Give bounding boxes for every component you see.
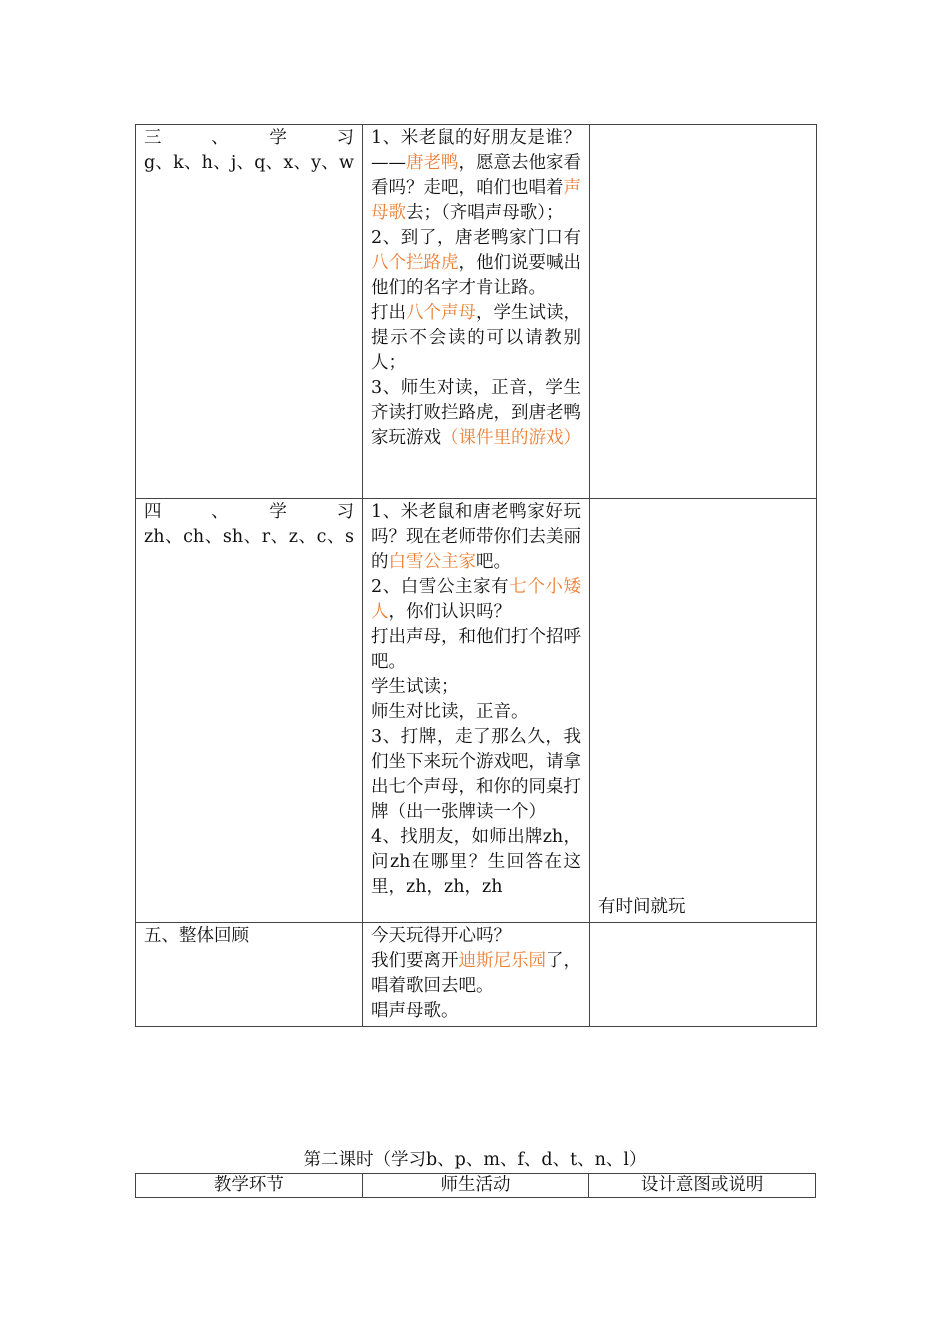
highlight-text: 唐老鸭: [406, 153, 459, 173]
step-cell: 五、整体回顾: [136, 923, 363, 1027]
step-cell: [136, 125, 363, 499]
highlight-text: 白雪公主家: [388, 552, 476, 572]
table-row-step-5: [136, 923, 817, 1027]
column-header: 设计意图或说明: [589, 1174, 816, 1198]
column-header: 师生活动: [362, 1174, 589, 1198]
step-label: 四 、 学 习: [144, 502, 354, 522]
table-row-step-4: [136, 499, 817, 923]
activity-paragraph: 2、到了，唐老鸭家门口有八个拦路虎，他们说要喊出他们的名字才肯让路。: [371, 228, 581, 298]
activity-cell: [363, 125, 590, 499]
note-cell: 有时间就玩: [590, 499, 817, 923]
highlight-text: 八个声母: [406, 303, 476, 323]
note-cell: [590, 125, 817, 499]
activity-paragraph: 3、打牌，走了那么久，我们坐下来玩个游戏吧，请拿出七个声母，和你的同桌打牌（出一张牌读一个）: [371, 727, 581, 822]
table-header-row: [136, 1174, 816, 1198]
table-row-step-3: [136, 125, 817, 499]
highlight-text: 八个拦路虎: [371, 253, 459, 273]
section-title: 第二课时（学习b、p、m、f、d、t、n、l）: [303, 1150, 647, 1170]
step-cell: [136, 499, 363, 923]
activity-paragraph: 4、找朋友，如师出牌zh，问zh在哪里？生回答在这里，zh，zh，zh: [371, 827, 581, 897]
lesson-plan-table: [135, 124, 817, 1027]
activity-paragraph: 我们要离开迪斯尼乐园了，唱着歌回去吧。: [371, 951, 581, 996]
note-cell: [590, 923, 817, 1027]
highlight-text: 迪斯尼乐园: [458, 951, 546, 971]
activity-cell: [363, 499, 590, 923]
column-header: 教学环节: [136, 1174, 363, 1198]
activity-paragraph: 打出声母，和他们打个招呼吧。: [371, 627, 581, 672]
activity-paragraph: 今天玩得开心吗？: [371, 926, 511, 946]
activity-paragraph: 学生试读；: [371, 677, 459, 697]
activity-paragraph: 打出八个声母，学生试读，提示不会读的可以请教别人；: [371, 303, 581, 373]
step-topic: g、k、h、j、q、x、y、w: [144, 153, 354, 173]
highlight-text: 七个小矮人: [371, 577, 581, 622]
step-label: 三 、 学 习: [144, 128, 354, 148]
step-topic: zh、ch、sh、r、z、c、s: [144, 527, 354, 547]
highlight-text: （课件里的游戏）: [441, 428, 581, 448]
highlight-text: 声母歌: [371, 178, 581, 223]
activity-paragraph: 1、米老鼠的好朋友是谁？——唐老鸭，愿意去他家看看吗？走吧，咱们也唱着声母歌去；（齐唱声母歌）；: [371, 128, 581, 223]
lesson-plan-header-table: [135, 1173, 816, 1198]
activity-cell: [363, 923, 590, 1027]
activity-paragraph: 师生对比读，正音。: [371, 702, 529, 722]
activity-paragraph: 2、白雪公主家有七个小矮人，你们认识吗？: [371, 577, 581, 622]
activity-paragraph: 1、米老鼠和唐老鸭家好玩吗？现在老师带你们去美丽的白雪公主家吧。: [371, 502, 581, 572]
activity-paragraph: 唱声母歌。: [371, 1001, 459, 1021]
activity-paragraph: 3、师生对读，正音，学生齐读打败拦路虎，到唐老鸭家玩游戏（课件里的游戏）: [371, 378, 581, 448]
